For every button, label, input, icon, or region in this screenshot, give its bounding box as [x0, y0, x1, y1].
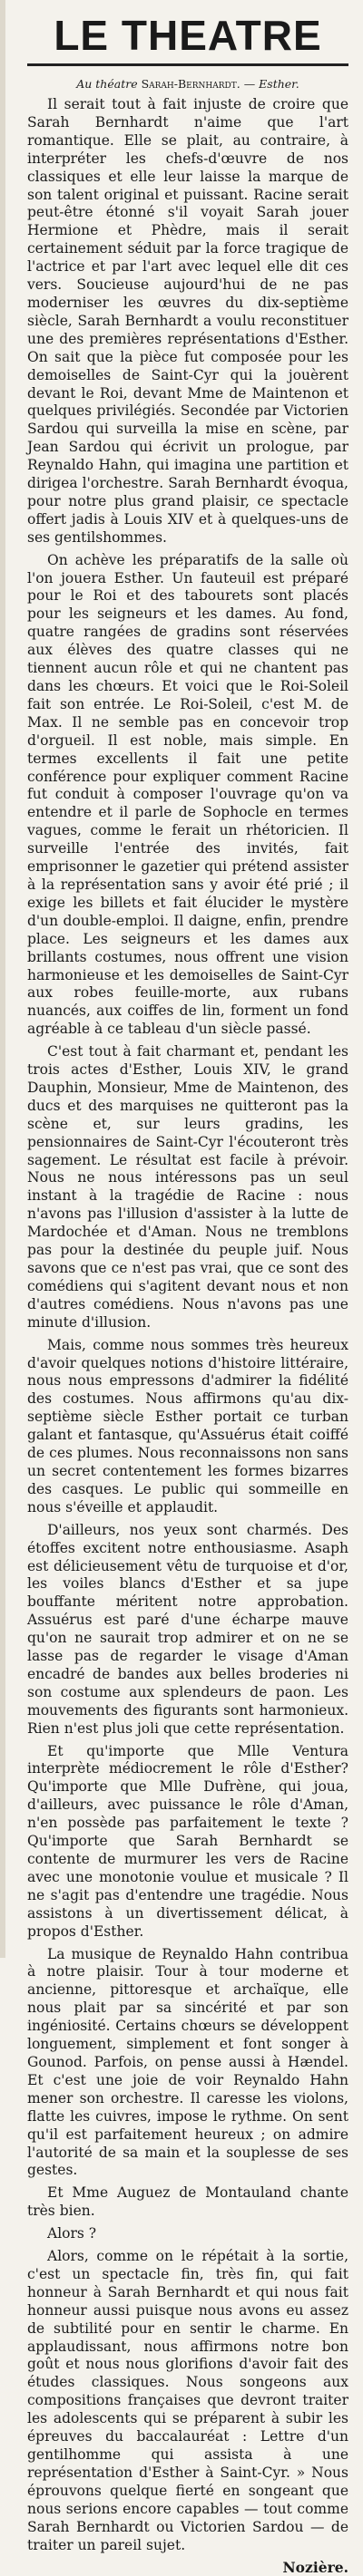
subhead-prefix: Au théatre: [76, 77, 142, 91]
article-subhead: [27, 77, 348, 91]
article-paragraph: Alors ?: [47, 2225, 97, 2242]
title-rule: [27, 63, 348, 66]
column-edge: [0, 0, 5, 1958]
article-paragraph: Et Mme Auguez de Montauland chante très bien.: [27, 2184, 348, 2220]
page-title: LE THEATRE: [54, 12, 322, 59]
subhead-suffix: . — Esther.: [236, 77, 299, 91]
subhead-venue: Sarah-Bernhardt: [141, 77, 237, 91]
article-paragraph: Il serait tout à fait injuste de croire que Sarah Bernhardt n'aime que l'art romantique. Elle se plait, au contraire, à interpréter les chefs-d'œuvre de nos classiques et elle leur laisse la marque de son talent original et puissant. Racine serait peut-être étonné s'il voyait Sarah jouer Hermione et Phèdre, mais il serait certainement séduit par la force tragique de l'actrice et par l'art avec lequel elle dit ces vers. Soucieuse aujourd'hui de ne pas moderniser les œuvres du dix-septième siècle, Sarah Bernhardt a voulu reconstituer une des premières représentations d'Esther. On sait que la pièce fut composée pour les demoiselles de Saint-Cyr qui la jouèrent devant le Roi, devant Mme de Maintenon et quelques privilégiés. Secondée par Victorien Sardou qui surveilla la mise en scène, par Jean Sardou qui écrivit un prologue, par Reynaldo Hahn, qui imagina une partition et dirigea l'orchestre. Sarah Bernhardt évoqua, pour notre plus grand plaisir, ce spectacle offert jadis à Louis XIV et à quelques-uns de ses gentilshommes.: [27, 96, 348, 546]
article-paragraph: Mais, comme nous sommes très heureux d'avoir quelques notions d'histoire littéraire, nous nous empressons d'admirer la fidélité des costumes. Nous affirmons qu'au dix-septième siècle Esther portait ce turban galant et fantasque, qu'Assuérus était coiffé de ces plumes. Nous reconnaissons non sans un secret contentement les formes bizarres des casques. Le public qui sommeille en nous s'éveille et applaudit.: [27, 1336, 348, 1516]
article-paragraph: Alors, comme on le répétait à la sortie, c'est un spectacle fin, très fin, qui fait honneur à Sarah Bernhardt et qui nous fait honneur aussi puisque nous avons eu assez de subtilité pour en sentir le charme. En applaudissant, nous affirmons notre bon goût et nous nous glorifions d'avoir fait des études classiques. Nous songeons aux compositions françaises que devront traiter les adolescents qui se préparent à subir les épreuves du baccalauréat : Lettre d'un gentilhomme qui assista à une représentation d'Esther à Saint-Cyr. » Nous éprouvons quelque fierté en songeant que nous serions encore capables — tout comme Sarah Bernhardt ou Victorien Sardou — de traiter un pareil sujet.: [27, 2248, 348, 2553]
article-paragraph: C'est tout à fait charmant et, pendant les trois actes d'Esther, Louis XIV, le grand Dauphin, Monsieur, Mme de Maintenon, des ducs et des marquises ne quitteront pas la scène et, sur leurs gradins, les pensionnaires de Saint-Cyr l'écouteront très sagement. Le résultat est facile à prévoir. Nous ne nous intéressons pas un seul instant à la tragédie de Racine : nous n'avons pas l'illusion d'assister à la lutte de Mardochée et d'Aman. Nous ne tremblons pas pour la destinée du peuple juif. Nous savons que ce n'est pas vrai, que ce sont des comédiens qui s'agitent devant nous et non d'autres comédiens. Nous n'avons pas une minute d'illusion.: [27, 1043, 348, 1331]
article-paragraph: Et qu'importe que Mlle Ventura interprète médiocrement le rôle d'Esther? Qu'importe que Mlle Dufrène, qui joua, d'ailleurs, avec puissance le rôle d'Aman, n'en possède pas parfaitement le texte ? Qu'importe que Sarah Bernhardt se contente de murmurer les vers de Racine avec une monotonie voulue et musicale ? Il ne s'agit pas d'entendre une tragédie. Nous assistons à un divertissement délicat, à propos d'Esther.: [27, 1742, 348, 1940]
article-paragraph: La musique de Reynaldo Hahn contribua à notre plaisir. Tour à tour moderne et ancienne, pittoresque et archaïque, elle nous plait par sa sincérité et par son ingéniosité. Certains chœurs se développent longuement, simplement et font songer à Gounod. Parfois, on pense aussi à Hændel. Et c'est une joie de voir Reynaldo Hahn mener son orchestre. Il caresse les violons, flatte les cuivres, impose le rythme. On sent qu'il est parfaitement heureux ; on admire l'autorité de sa main et la souplesse de ses gestes.: [27, 1945, 348, 2179]
article-body: [27, 96, 348, 2554]
article-paragraph: On achève les préparatifs de la salle où l'on jouera Esther. Un fauteuil est préparé pour le Roi et des tabourets sont placés pour les seigneurs et les dames. Au fond, quatre rangées de gradins sont réservées aux élèves des quatre classes qui ne tiennent aucun rôle et qui ne chantent pas dans les chœurs. Et voici que le Roi-Soleil fait son entrée. Le Roi-Soleil, c'est M. de Max. Il ne semble pas en concevoir trop d'orgueil. Il est noble, mais simple. En termes excellents il fait une petite conférence pour expliquer comment Racine fut conduit à composer l'ouvrage qu'on va entendre et il parle de Sophocle en termes vagues, comme le ferait un rhétoricien. Il surveille l'entrée des invités, fait emprisonner le gazetier qui prétend assister à la représentation sans y avoir été prié ; il exige les billets et fait élucider le mystère d'un double-emploi. Il daigne, enfin, prendre place. Les seigneurs et les dames aux brillants costumes, nous offrent une vision harmonieuse et les demoiselles de Saint-Cyr aux robes feuille-morte, aux rubans nuancés, aux coiffes de lin, forment un fond agréable à ce tableau d'un siècle passé.: [27, 551, 348, 1038]
article-paragraph: D'ailleurs, nos yeux sont charmés. Des étoffes excitent notre enthousiasme. Asaph est délicieusement vêtu de turquoise et d'or, les voiles blancs d'Esther et sa jupe bouffante méritent notre approbation. Assuérus est paré d'une écharpe mauve qu'on ne saurait trop admirer et on ne se lasse pas de regarder le visage d'Aman encadré de bandes aux belles broderies ni son costume aux splendeurs de paon. Les mouvements des figurants sont harmonieux. Rien n'est plus joli que cette représentation.: [27, 1521, 348, 1737]
author-signature: Nozière.: [282, 2559, 348, 2576]
